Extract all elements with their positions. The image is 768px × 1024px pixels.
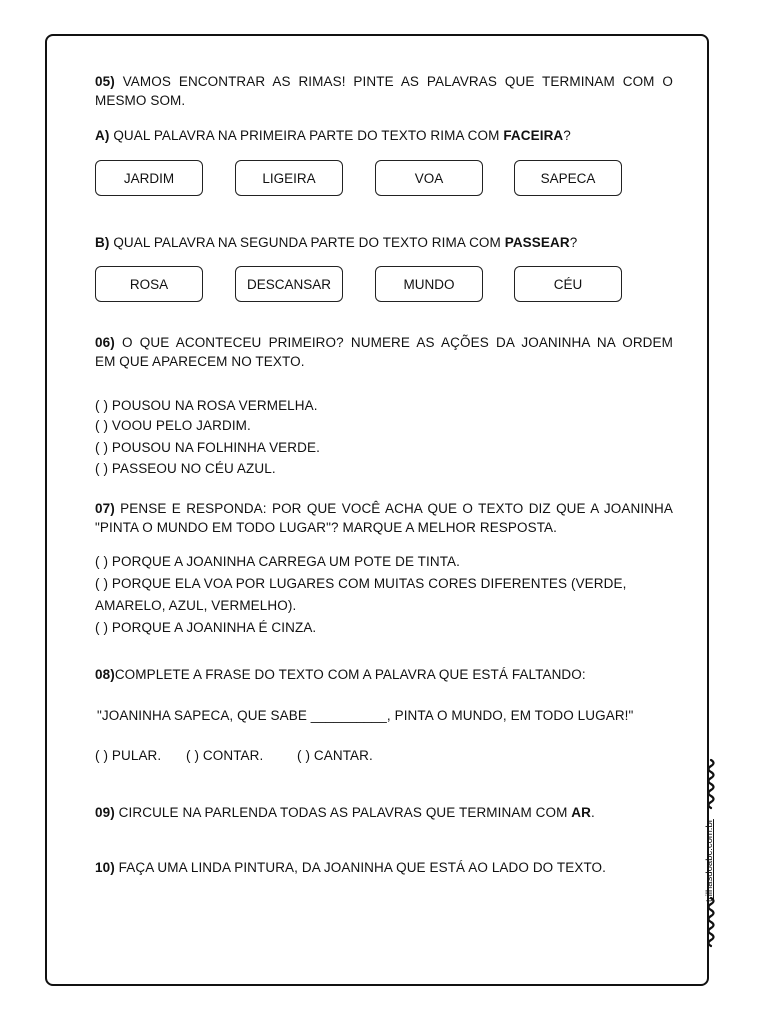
option-box-sapeca[interactable]: SAPECA xyxy=(514,160,622,196)
q08-sentence: "JOANINHA SAPECA, QUE SABE __________, PINTA O MUNDO, EM TODO LUGAR!" xyxy=(97,708,634,723)
q10-prompt xyxy=(95,858,606,877)
option-box-ceu[interactable]: CÉU xyxy=(514,266,622,302)
wavy-ornament-bottom-icon xyxy=(704,896,718,952)
q05-b-text: QUAL PALAVRA NA SEGUNDA PARTE DO TEXTO RIMA COM xyxy=(113,235,501,250)
q06-item-1[interactable]: ( ) POUSOU NA ROSA VERMELHA. xyxy=(95,398,318,413)
q06-line1 xyxy=(95,333,673,352)
q10-text: FAÇA UMA LINDA PINTURA, DA JOANINHA QUE ESTÁ AO LADO DO TEXTO. xyxy=(118,860,606,875)
q09-text: CIRCULE NA PARLENDA TODAS AS PALAVRAS QUE TERMINAM COM xyxy=(118,805,568,820)
q05-b-prompt xyxy=(95,233,577,252)
option-box-voa[interactable]: VOA xyxy=(375,160,483,196)
q06-text-line2: EM QUE APARECEM NO TEXTO. xyxy=(95,354,305,369)
q09-end: . xyxy=(591,805,595,820)
q06-item-4[interactable]: ( ) PASSEOU NO CÉU AZUL. xyxy=(95,461,276,476)
q05-number: 05) xyxy=(95,74,115,89)
q05-text-line2: MESMO SOM. xyxy=(95,93,186,108)
q06-item-2[interactable]: ( ) VOOU PELO JARDIM. xyxy=(95,418,251,433)
site-credit[interactable]: trilhasdoabc.com.br xyxy=(704,819,715,902)
q08-text: COMPLETE A FRASE DO TEXTO COM A PALAVRA QUE ESTÁ FALTANDO: xyxy=(114,667,586,682)
q05-line1 xyxy=(95,72,673,91)
q09-word: AR xyxy=(571,805,591,820)
q08-option-cantar[interactable]: ( ) CANTAR. xyxy=(297,748,373,763)
option-box-jardim[interactable]: JARDIM xyxy=(95,160,203,196)
q09-prompt xyxy=(95,803,595,822)
q07-item-3[interactable]: ( ) PORQUE A JOANINHA É CINZA. xyxy=(95,620,317,635)
q07-number: 07) xyxy=(95,501,115,516)
q05-b-letter: B) xyxy=(95,235,110,250)
q07-text-line2: "PINTA O MUNDO EM TODO LUGAR"? MARQUE A MELHOR RESPOSTA. xyxy=(95,520,558,535)
q05-a-letter: A) xyxy=(95,128,110,143)
q08-prompt xyxy=(95,665,586,684)
q09-number: 09) xyxy=(95,805,115,820)
q06-number: 06) xyxy=(95,335,115,350)
q07-line1 xyxy=(95,499,673,518)
q05-a-text: QUAL PALAVRA NA PRIMEIRA PARTE DO TEXTO RIMA COM xyxy=(113,128,500,143)
q07-item-2[interactable]: ( ) PORQUE ELA VOA POR LUGARES COM MUITAS CORES DIFERENTES (VERDE, xyxy=(95,576,627,591)
q07-item-1[interactable]: ( ) PORQUE A JOANINHA CARREGA UM POTE DE TINTA. xyxy=(95,554,461,569)
q08-option-pular[interactable]: ( ) PULAR. xyxy=(95,748,162,763)
q05-a-prompt xyxy=(95,126,571,145)
option-box-ligeira[interactable]: LIGEIRA xyxy=(235,160,343,196)
q06-item-3[interactable]: ( ) POUSOU NA FOLHINHA VERDE. xyxy=(95,440,320,455)
option-box-descansar[interactable]: DESCANSAR xyxy=(235,266,343,302)
q06-text-line1: O QUE ACONTECEU PRIMEIRO? NUMERE AS AÇÕES DA JOANINHA NA ORDEM xyxy=(121,335,673,350)
q07-item-2-cont: AMARELO, AZUL, VERMELHO). xyxy=(95,598,297,613)
q08-option-contar[interactable]: ( ) CONTAR. xyxy=(186,748,264,763)
q07-text-line1: PENSE E RESPONDA: POR QUE VOCÊ ACHA QUE O TEXTO DIZ QUE A JOANINHA xyxy=(120,501,673,516)
q10-number: 10) xyxy=(95,860,115,875)
q05-a-end: ? xyxy=(563,128,571,143)
q08-number: 08) xyxy=(95,667,115,682)
option-box-rosa[interactable]: ROSA xyxy=(95,266,203,302)
q05-b-end: ? xyxy=(569,235,578,250)
option-box-mundo[interactable]: MUNDO xyxy=(375,266,483,302)
q05-a-word: FACEIRA xyxy=(503,128,564,143)
q05-text-line1: VAMOS ENCONTRAR AS RIMAS! PINTE AS PALAVRAS QUE TERMINAM COM O xyxy=(122,74,673,89)
q05-b-word: PASSEAR xyxy=(504,235,570,250)
